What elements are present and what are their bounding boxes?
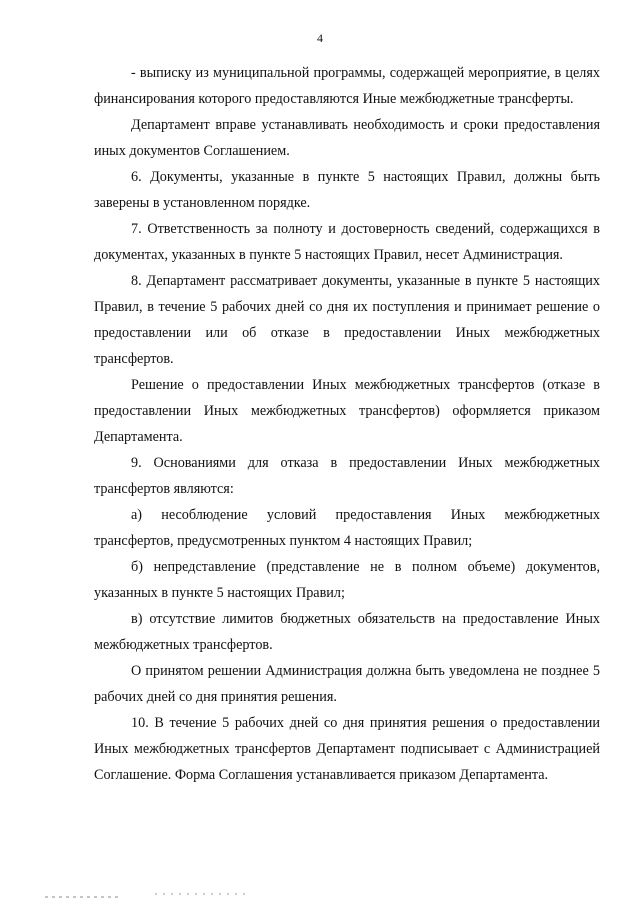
paragraph-decision-order: Решение о предоставлении Иных межбюджетных трансфертов (отказе в предоставлении Иных межбюджетных трансфертов) оформляется приказом Департамента. (94, 377, 600, 445)
page-number: 4 (317, 31, 323, 45)
paragraph-notification: О принятом решении Администрация должна быть уведомлена не позднее 5 рабочих дней со дня принятия решения. (94, 663, 600, 705)
paragraph-item-9: 9. Основаниями для отказа в предоставлении Иных межбюджетных трансфертов являются: (94, 455, 600, 497)
paragraph-item-9a: а) несоблюдение условий предоставления Иных межбюджетных трансфертов, предусмотренных пунктом 4 настоящих Правил; (94, 507, 600, 549)
paragraph-item-10: 10. В течение 5 рабочих дней со дня принятия решения о предоставлении Иных межбюджетных трансфертов Департамент подписывает с Администрацией Соглашение. Форма Соглашения устанавливается приказом Департамента. (94, 715, 600, 783)
paragraph-department-right: Департамент вправе устанавливать необходимость и сроки предоставления иных документов Соглашением. (94, 117, 600, 159)
document-body (94, 60, 600, 788)
paragraph-item-6: 6. Документы, указанные в пункте 5 настоящих Правил, должны быть заверены в установленном порядке. (94, 169, 600, 211)
paragraph-item-8: 8. Департамент рассматривает документы, указанные в пункте 5 настоящих Правил, в течение 5 рабочих дней со дня их поступления и принимает решение о предоставлении или об отказе в предоставлении Иных межбюджетных трансфертов. (94, 273, 600, 367)
paragraph-item-9b: б) непредставление (представление не в полном объеме) документов, указанных в пункте 5 настоящих Правил; (94, 559, 600, 601)
scan-marks (0, 890, 640, 902)
paragraph-item-7: 7. Ответственность за полноту и достоверность сведений, содержащихся в документах, указанных в пункте 5 настоящих Правил, несет Администрация. (94, 221, 600, 263)
paragraph-item-9c: в) отсутствие лимитов бюджетных обязательств на предоставление Иных межбюджетных трансфертов. (94, 611, 600, 653)
paragraph-extract-program: - выписку из муниципальной программы, содержащей мероприятие, в целях финансирования которого предоставляются Иные межбюджетные трансферты. (94, 65, 600, 107)
